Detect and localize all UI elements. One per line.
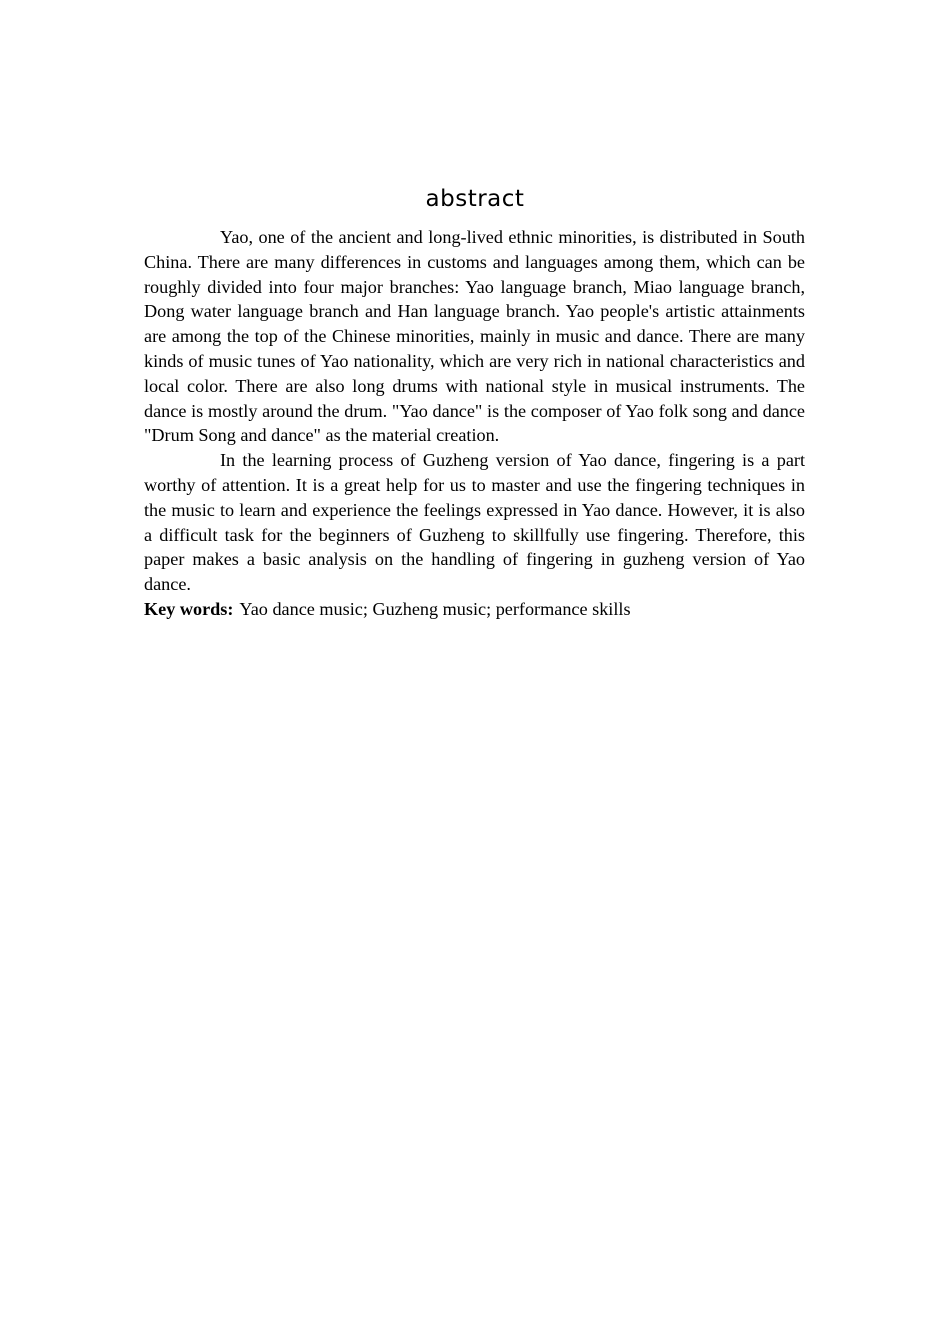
abstract-paragraph-1: Yao, one of the ancient and long-lived ethnic minorities, is distributed in South China. There are many differences in customs and languages among them, which can be roughly divided into four major branches: Yao language branch, Miao language branch, Dong water language branch and Han language branch. Yao people's artistic attainments are among the top of the Chinese minorities, mainly in music and dance. There are many kinds of music tunes of Yao nationality, which are very rich in national characteristics and local color. There are also long drums with national style in musical instruments. The dance is mostly around the drum. "Yao dance" is the composer of Yao folk song and dance "Drum Song and dance" as the material creation. xyxy=(144,227,805,446)
abstract-body xyxy=(144,225,805,622)
keywords-value: Yao dance music; Guzheng music; performance skills xyxy=(239,598,631,619)
keywords-label: Key words: xyxy=(144,598,234,619)
abstract-title: abstract xyxy=(425,186,525,212)
abstract-paragraph-2: In the learning process of Guzheng version of Yao dance, fingering is a part worthy of attention. It is a great help for us to master and use the fingering techniques in the music to learn and experience the feelings expressed in Yao dance. However, it is also a difficult task for the beginners of Guzheng to skillfully use fingering. Therefore, this paper makes a basic analysis on the handling of fingering in guzheng version of Yao dance. xyxy=(144,450,805,595)
keywords-line xyxy=(144,597,805,622)
